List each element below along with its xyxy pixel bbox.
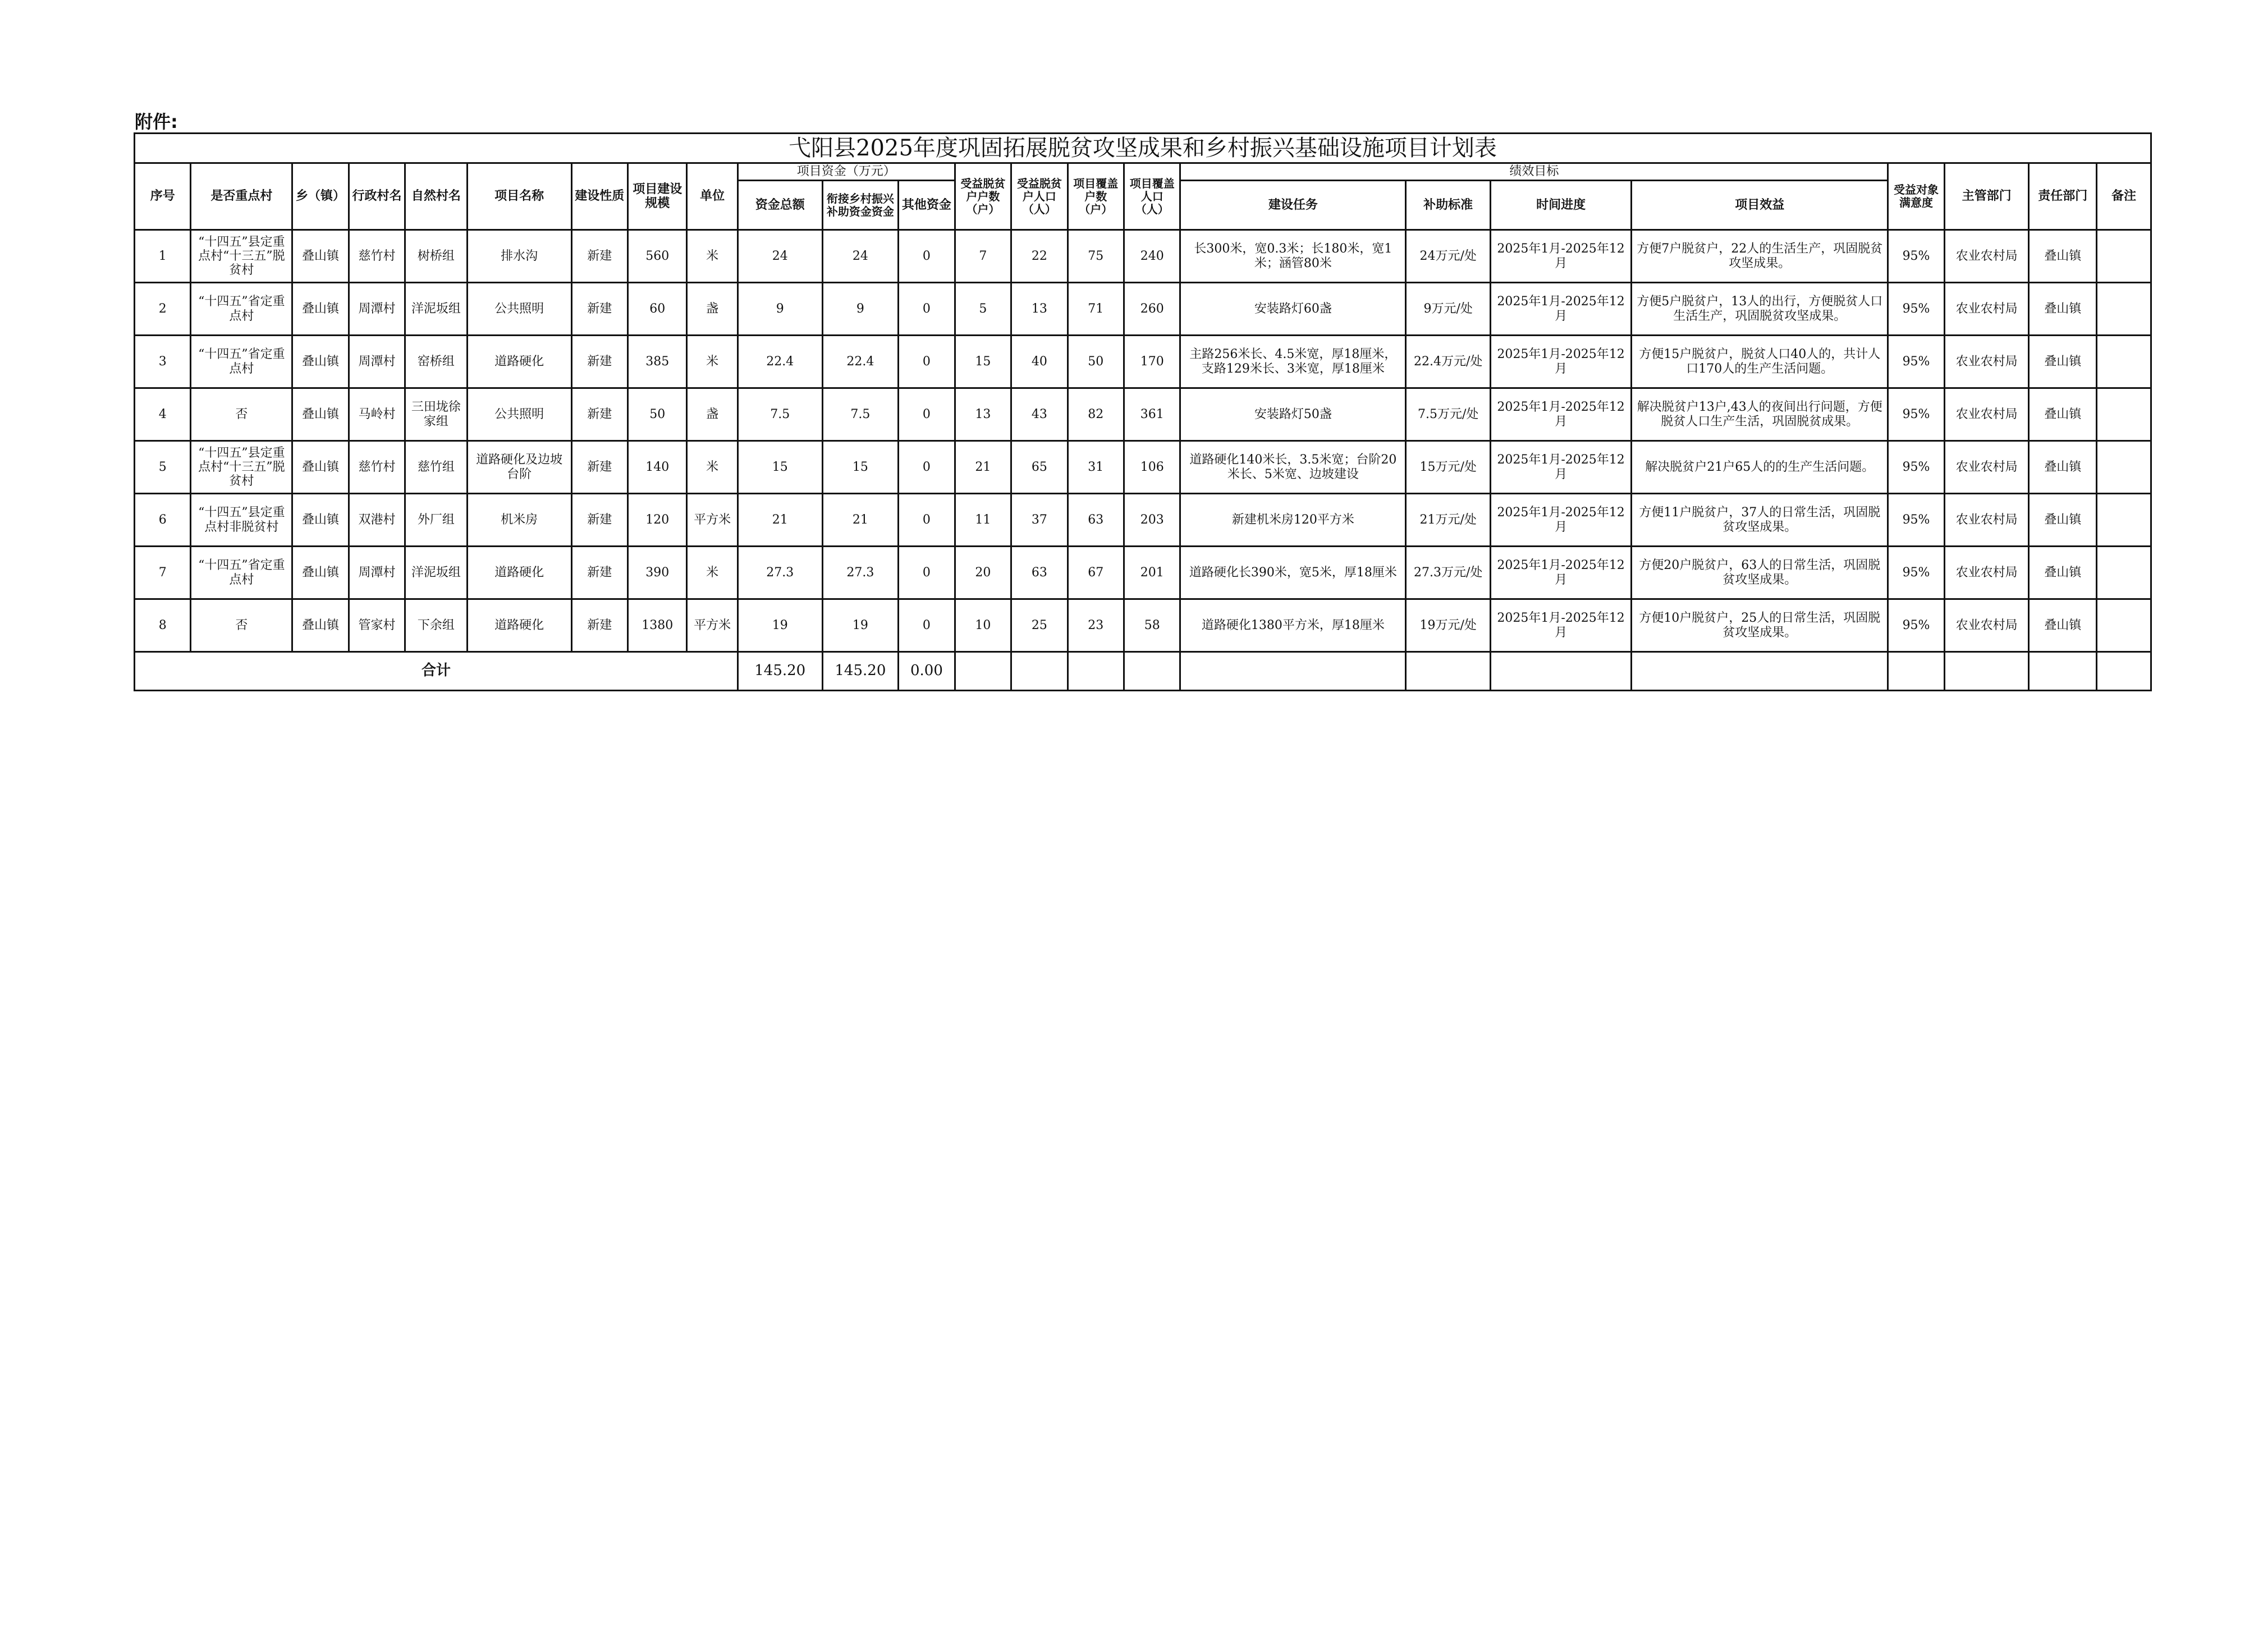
header-task: 建设任务: [1180, 181, 1406, 230]
header-satisfaction: 受益对象满意度: [1888, 163, 1944, 230]
cell-natural-village: 洋泥坂组: [405, 547, 468, 599]
header-households: 受益脱贫户户数（户）: [955, 163, 1011, 230]
cell-resp: 叠山镇: [2029, 336, 2097, 388]
cell-total-funds: 27.3: [737, 547, 822, 599]
cell-admin-village: 周潭村: [349, 283, 405, 336]
cell-remark: [2096, 283, 2151, 336]
cell-people: 43: [1011, 388, 1068, 441]
cell-remark: [2096, 547, 2151, 599]
cell-cover-people: 106: [1124, 441, 1180, 494]
cell-subsidy: 27.3: [822, 547, 899, 599]
total-empty-cell: [1011, 652, 1068, 691]
header-dept: 主管部门: [1944, 163, 2029, 230]
cell-nature: 新建: [571, 547, 627, 599]
table-row: [135, 547, 2151, 599]
cell-households: 5: [955, 283, 1011, 336]
cell-admin-village: 周潭村: [349, 336, 405, 388]
cell-seq: 7: [135, 547, 191, 599]
cell-natural-village: 洋泥坂组: [405, 283, 468, 336]
cell-dept: 农业农村局: [1944, 441, 2029, 494]
cell-project-name: 公共照明: [467, 388, 571, 441]
cell-subsidy: 7.5: [822, 388, 899, 441]
cell-dept: 农业农村局: [1944, 547, 2029, 599]
total-empty-cell: [1180, 652, 1406, 691]
cell-township: 叠山镇: [292, 441, 349, 494]
cell-task: 长300米，宽0.3米；长180米，宽1米；涵管80米: [1180, 230, 1406, 283]
cell-remark: [2096, 494, 2151, 547]
cell-scale: 120: [628, 494, 687, 547]
cell-task: 道路硬化长390米，宽5米，厚18厘米: [1180, 547, 1406, 599]
cell-standard: 7.5万元/处: [1406, 388, 1491, 441]
header-benefit: 项目效益: [1632, 181, 1888, 230]
cell-natural-village: 下余组: [405, 599, 468, 652]
cell-cover-people: 203: [1124, 494, 1180, 547]
cell-cover-households: 63: [1068, 494, 1124, 547]
cell-satisfaction: 95%: [1888, 441, 1944, 494]
cell-cover-households: 75: [1068, 230, 1124, 283]
cell-other: 0: [899, 547, 955, 599]
cell-township: 叠山镇: [292, 388, 349, 441]
cell-households: 7: [955, 230, 1011, 283]
cell-admin-village: 慈竹村: [349, 230, 405, 283]
cell-benefit: 方便5户脱贫户，13人的出行，方便脱贫人口生活生产，巩固脱贫攻坚成果。: [1632, 283, 1888, 336]
cell-cover-people: 361: [1124, 388, 1180, 441]
table-row: [135, 336, 2151, 388]
cell-scale: 60: [628, 283, 687, 336]
cell-task: 安装路灯60盏: [1180, 283, 1406, 336]
cell-seq: 8: [135, 599, 191, 652]
cell-scale: 1380: [628, 599, 687, 652]
header-unit: 单位: [687, 163, 737, 230]
cell-unit: 盏: [687, 388, 737, 441]
cell-households: 10: [955, 599, 1011, 652]
cell-dept: 农业农村局: [1944, 283, 2029, 336]
cell-admin-village: 慈竹村: [349, 441, 405, 494]
cell-people: 25: [1011, 599, 1068, 652]
cell-schedule: 2025年1月-2025年12月: [1491, 599, 1632, 652]
total-empty-cell: [1491, 652, 1632, 691]
cell-township: 叠山镇: [292, 230, 349, 283]
cell-unit: 米: [687, 230, 737, 283]
cell-task: 道路硬化1380平方米，厚18厘米: [1180, 599, 1406, 652]
header-group-goals: 绩效目标: [1180, 163, 1888, 181]
cell-project-name: 机米房: [467, 494, 571, 547]
header-total-funds: 资金总额: [737, 181, 822, 230]
cell-remark: [2096, 230, 2151, 283]
cell-subsidy: 24: [822, 230, 899, 283]
cell-schedule: 2025年1月-2025年12月: [1491, 283, 1632, 336]
cell-township: 叠山镇: [292, 283, 349, 336]
cell-standard: 21万元/处: [1406, 494, 1491, 547]
cell-cover-people: 170: [1124, 336, 1180, 388]
table-row: [135, 230, 2151, 283]
attachment-label: 附件:: [135, 111, 178, 132]
cell-standard: 9万元/处: [1406, 283, 1491, 336]
cell-schedule: 2025年1月-2025年12月: [1491, 547, 1632, 599]
cell-project-name: 排水沟: [467, 230, 571, 283]
cell-subsidy: 21: [822, 494, 899, 547]
cell-satisfaction: 95%: [1888, 230, 1944, 283]
cell-satisfaction: 95%: [1888, 336, 1944, 388]
cell-cover-people: 260: [1124, 283, 1180, 336]
cell-key-village: “十四五”省定重点村: [191, 547, 292, 599]
cell-households: 13: [955, 388, 1011, 441]
total-funds-sum: 145.20: [737, 652, 822, 691]
cell-benefit: 解决脱贫户21户65人的的生产生活问题。: [1632, 441, 1888, 494]
total-empty-cell: [1124, 652, 1180, 691]
cell-other: 0: [899, 494, 955, 547]
total-empty-cell: [2029, 652, 2097, 691]
cell-total-funds: 9: [737, 283, 822, 336]
table-row: [135, 441, 2151, 494]
cell-township: 叠山镇: [292, 547, 349, 599]
cell-project-name: 道路硬化: [467, 336, 571, 388]
cell-standard: 19万元/处: [1406, 599, 1491, 652]
table-row: [135, 388, 2151, 441]
cell-remark: [2096, 441, 2151, 494]
cell-satisfaction: 95%: [1888, 283, 1944, 336]
header-township: 乡（镇）: [292, 163, 349, 230]
cell-total-funds: 24: [737, 230, 822, 283]
plan-table-sheet: [134, 132, 2152, 691]
cell-nature: 新建: [571, 388, 627, 441]
cell-project-name: 道路硬化: [467, 547, 571, 599]
cell-schedule: 2025年1月-2025年12月: [1491, 388, 1632, 441]
cell-satisfaction: 95%: [1888, 388, 1944, 441]
cell-cover-households: 50: [1068, 336, 1124, 388]
cell-unit: 米: [687, 547, 737, 599]
header-other: 其他资金: [899, 181, 955, 230]
header-cover-households: 项目覆盖户数（户）: [1068, 163, 1124, 230]
cell-admin-village: 管家村: [349, 599, 405, 652]
cell-households: 20: [955, 547, 1011, 599]
cell-cover-households: 31: [1068, 441, 1124, 494]
cell-key-village: 否: [191, 388, 292, 441]
cell-people: 65: [1011, 441, 1068, 494]
cell-standard: 27.3万元/处: [1406, 547, 1491, 599]
cell-scale: 50: [628, 388, 687, 441]
total-subsidy-sum: 145.20: [822, 652, 899, 691]
cell-natural-village: 窑桥组: [405, 336, 468, 388]
cell-seq: 2: [135, 283, 191, 336]
table-row: [135, 494, 2151, 547]
cell-schedule: 2025年1月-2025年12月: [1491, 230, 1632, 283]
header-admin-village: 行政村名: [349, 163, 405, 230]
header-schedule: 时间进度: [1491, 181, 1632, 230]
cell-remark: [2096, 388, 2151, 441]
cell-natural-village: 三田垅徐家组: [405, 388, 468, 441]
cell-admin-village: 马岭村: [349, 388, 405, 441]
cell-seq: 3: [135, 336, 191, 388]
cell-natural-village: 外厂组: [405, 494, 468, 547]
cell-seq: 6: [135, 494, 191, 547]
cell-total-funds: 15: [737, 441, 822, 494]
cell-total-funds: 19: [737, 599, 822, 652]
cell-people: 37: [1011, 494, 1068, 547]
cell-households: 15: [955, 336, 1011, 388]
cell-key-village: “十四五”县定重点村“十三五”脱贫村: [191, 441, 292, 494]
cell-key-village: “十四五”省定重点村: [191, 336, 292, 388]
header-seq: 序号: [135, 163, 191, 230]
cell-standard: 24万元/处: [1406, 230, 1491, 283]
cell-cover-households: 82: [1068, 388, 1124, 441]
cell-cover-households: 71: [1068, 283, 1124, 336]
cell-township: 叠山镇: [292, 494, 349, 547]
cell-people: 63: [1011, 547, 1068, 599]
cell-schedule: 2025年1月-2025年12月: [1491, 336, 1632, 388]
cell-resp: 叠山镇: [2029, 441, 2097, 494]
total-other-sum: 0.00: [899, 652, 955, 691]
cell-cover-people: 58: [1124, 599, 1180, 652]
cell-nature: 新建: [571, 283, 627, 336]
header-subsidy: 衔接乡村振兴补助资金资金: [822, 181, 899, 230]
header-natural-village: 自然村名: [405, 163, 468, 230]
cell-remark: [2096, 599, 2151, 652]
cell-satisfaction: 95%: [1888, 547, 1944, 599]
table-row: [135, 599, 2151, 652]
project-plan-table: [134, 132, 2152, 691]
cell-subsidy: 9: [822, 283, 899, 336]
total-label: 合计: [135, 652, 738, 691]
cell-cover-people: 240: [1124, 230, 1180, 283]
header-key-village: 是否重点村: [191, 163, 292, 230]
header-project-name: 项目名称: [467, 163, 571, 230]
cell-unit: 平方米: [687, 494, 737, 547]
cell-admin-village: 周潭村: [349, 547, 405, 599]
cell-task: 新建机米房120平方米: [1180, 494, 1406, 547]
cell-scale: 560: [628, 230, 687, 283]
cell-dept: 农业农村局: [1944, 599, 2029, 652]
total-empty-cell: [2096, 652, 2151, 691]
cell-scale: 140: [628, 441, 687, 494]
cell-unit: 米: [687, 441, 737, 494]
cell-cover-households: 23: [1068, 599, 1124, 652]
cell-township: 叠山镇: [292, 336, 349, 388]
cell-benefit: 方便10户脱贫户，25人的日常生活，巩固脱贫攻坚成果。: [1632, 599, 1888, 652]
cell-nature: 新建: [571, 441, 627, 494]
cell-resp: 叠山镇: [2029, 230, 2097, 283]
cell-nature: 新建: [571, 494, 627, 547]
cell-key-village: 否: [191, 599, 292, 652]
cell-task: 主路256米长、4.5米宽，厚18厘米，支路129米长、3米宽，厚18厘米: [1180, 336, 1406, 388]
cell-unit: 平方米: [687, 599, 737, 652]
cell-seq: 1: [135, 230, 191, 283]
cell-natural-village: 慈竹组: [405, 441, 468, 494]
cell-benefit: 方便7户脱贫户，22人的生活生产，巩固脱贫攻坚成果。: [1632, 230, 1888, 283]
cell-schedule: 2025年1月-2025年12月: [1491, 441, 1632, 494]
cell-people: 22: [1011, 230, 1068, 283]
cell-task: 安装路灯50盏: [1180, 388, 1406, 441]
header-cover-people: 项目覆盖人口（人）: [1124, 163, 1180, 230]
cell-benefit: 方便11户脱贫户，37人的日常生活，巩固脱贫攻坚成果。: [1632, 494, 1888, 547]
cell-resp: 叠山镇: [2029, 283, 2097, 336]
cell-benefit: 方便20户脱贫户，63人的日常生活，巩固脱贫攻坚成果。: [1632, 547, 1888, 599]
header-remark: 备注: [2096, 163, 2151, 230]
cell-dept: 农业农村局: [1944, 336, 2029, 388]
cell-total-funds: 21: [737, 494, 822, 547]
cell-subsidy: 19: [822, 599, 899, 652]
cell-unit: 米: [687, 336, 737, 388]
total-empty-cell: [1632, 652, 1888, 691]
cell-benefit: 方便15户脱贫户，脱贫人口40人的，共计人口170人的生产生活问题。: [1632, 336, 1888, 388]
cell-resp: 叠山镇: [2029, 388, 2097, 441]
cell-seq: 5: [135, 441, 191, 494]
cell-unit: 盏: [687, 283, 737, 336]
total-row: [135, 652, 2151, 691]
table-row: [135, 283, 2151, 336]
table-title: 弋阳县2025年度巩固拓展脱贫攻坚成果和乡村振兴基础设施项目计划表: [135, 134, 2151, 163]
cell-total-funds: 7.5: [737, 388, 822, 441]
cell-seq: 4: [135, 388, 191, 441]
cell-key-village: “十四五”县定重点村“十三五”脱贫村: [191, 230, 292, 283]
cell-remark: [2096, 336, 2151, 388]
cell-people: 40: [1011, 336, 1068, 388]
cell-natural-village: 树桥组: [405, 230, 468, 283]
cell-resp: 叠山镇: [2029, 494, 2097, 547]
header-scale: 项目建设规模: [628, 163, 687, 230]
cell-satisfaction: 95%: [1888, 599, 1944, 652]
cell-subsidy: 15: [822, 441, 899, 494]
total-empty-cell: [955, 652, 1011, 691]
total-empty-cell: [1944, 652, 2029, 691]
cell-dept: 农业农村局: [1944, 494, 2029, 547]
cell-households: 11: [955, 494, 1011, 547]
header-nature: 建设性质: [571, 163, 627, 230]
cell-benefit: 解决脱贫户13户,43人的夜间出行问题，方便脱贫人口生产生活，巩固脱贫成果。: [1632, 388, 1888, 441]
total-empty-cell: [1406, 652, 1491, 691]
cell-total-funds: 22.4: [737, 336, 822, 388]
cell-key-village: “十四五”省定重点村: [191, 283, 292, 336]
cell-nature: 新建: [571, 230, 627, 283]
header-standard: 补助标准: [1406, 181, 1491, 230]
cell-project-name: 公共照明: [467, 283, 571, 336]
cell-other: 0: [899, 230, 955, 283]
cell-township: 叠山镇: [292, 599, 349, 652]
cell-satisfaction: 95%: [1888, 494, 1944, 547]
cell-nature: 新建: [571, 336, 627, 388]
cell-admin-village: 双港村: [349, 494, 405, 547]
cell-other: 0: [899, 283, 955, 336]
cell-scale: 390: [628, 547, 687, 599]
cell-project-name: 道路硬化: [467, 599, 571, 652]
cell-other: 0: [899, 441, 955, 494]
cell-people: 13: [1011, 283, 1068, 336]
cell-resp: 叠山镇: [2029, 547, 2097, 599]
total-empty-cell: [1888, 652, 1944, 691]
cell-cover-households: 67: [1068, 547, 1124, 599]
header-group-funds: 项目资金（万元）: [737, 163, 955, 181]
header-people: 受益脱贫户人口（人）: [1011, 163, 1068, 230]
cell-schedule: 2025年1月-2025年12月: [1491, 494, 1632, 547]
cell-other: 0: [899, 599, 955, 652]
cell-project-name: 道路硬化及边坡台阶: [467, 441, 571, 494]
cell-resp: 叠山镇: [2029, 599, 2097, 652]
cell-dept: 农业农村局: [1944, 230, 2029, 283]
cell-households: 21: [955, 441, 1011, 494]
cell-task: 道路硬化140米长，3.5米宽；台阶20米长、5米宽、边坡建设: [1180, 441, 1406, 494]
cell-standard: 22.4万元/处: [1406, 336, 1491, 388]
cell-scale: 385: [628, 336, 687, 388]
total-empty-cell: [1068, 652, 1124, 691]
cell-dept: 农业农村局: [1944, 388, 2029, 441]
cell-subsidy: 22.4: [822, 336, 899, 388]
cell-other: 0: [899, 388, 955, 441]
cell-key-village: “十四五”县定重点村非脱贫村: [191, 494, 292, 547]
cell-cover-people: 201: [1124, 547, 1180, 599]
header-resp: 责任部门: [2029, 163, 2097, 230]
cell-other: 0: [899, 336, 955, 388]
cell-standard: 15万元/处: [1406, 441, 1491, 494]
cell-nature: 新建: [571, 599, 627, 652]
